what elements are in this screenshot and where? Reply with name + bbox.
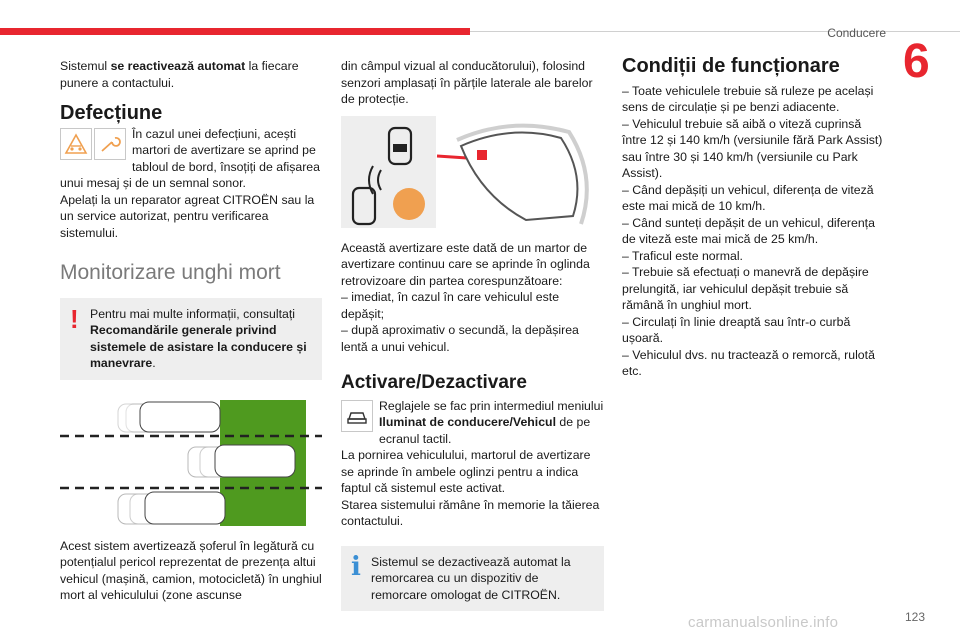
column-3 <box>622 55 884 380</box>
blind-spot-heading: Monitorizare unghi mort <box>60 261 281 284</box>
bullet-immediate: – imediat, în cazul în care vehiculul este depășit; <box>341 290 560 321</box>
defect-heading: Defecțiune <box>60 102 163 124</box>
defect-text: În cazul unei defecțiuni, acești martori de avertizare se aprind pe tabloul de bord, însoțiți de afișarea unui mesaj și de un semnal sonor. <box>60 126 320 190</box>
exclamation-icon: ! <box>70 303 79 334</box>
activation-text: Reglajele se fac prin intermediul meniului Iluminat de conducere/Vehicul de pe ecranul tactil. <box>379 398 604 446</box>
intro-paragraph: Sistemul se reactivează automat la fiecare punere a contactului. <box>60 59 299 90</box>
page-number: 123 <box>905 610 926 624</box>
defect-advice: Apelați la un reparator agreat CITROËN sau la un service autorizat, pentru verificarea sistemului. <box>60 192 315 240</box>
condition-item: – Traficul este normal. <box>622 248 743 263</box>
column-2 <box>341 58 604 625</box>
condition-item: – Când sunteți depășit de un vehicul, diferența de viteză este mai mică de 25 km/h. <box>622 215 875 246</box>
condition-item: – Vehiculul trebuie să aibă o viteză cuprinsă între 12 și 140 km/h (versiunile fără Park Assist) sau între 30 și 140 km/h (versiunile cu Park Assist). <box>622 116 883 180</box>
condition-item: – Vehiculul dvs. nu tractează o remorcă, rulotă etc. <box>622 347 875 378</box>
condition-item: – Circulați în linie dreaptă sau într-o curbă ușoară. <box>622 314 851 345</box>
wrench-icon <box>94 128 126 160</box>
info-icon: i <box>351 551 361 582</box>
warning-triangle-icon <box>60 128 92 160</box>
system-description: Acest sistem avertizează șoferul în legătură cu potențialul pericol reprezentat de prezența altui vehicul (mașină, camion, motocicletă) în unghiul mort al vehiculului (zone ascunse <box>60 538 322 602</box>
header-red-bar <box>0 28 470 35</box>
info-note: i Sistemul se dezactivează automat la remorcarea cu un dispozitiv de remorcare omologat de CITROËN. <box>341 546 604 612</box>
condition-item: – Când depășiți un vehicul, diferența de viteză este mai mică de 10 km/h. <box>622 182 874 213</box>
condition-item: – Trebuie să efectuați o manevră de depășire prelungită, iar vehiculul depășit trebuie să rămână în unghiul mort. <box>622 265 869 312</box>
header-rule <box>470 31 960 32</box>
blind-spot-lanes-illustration <box>60 394 322 530</box>
defect-icons <box>60 128 126 160</box>
bullet-delayed: – după aproximativ o secundă, la depășirea lentă a unui vehicul. <box>341 323 579 354</box>
continued-description: din câmpul vizual al conducătorului), folosind senzori amplasați în părțile laterale ale barelor de protecție. <box>341 59 593 106</box>
conditions-heading: Condiții de funcționare <box>622 55 840 77</box>
mirror-warning-text: Această avertizare este dată de un martor de avertizare continuu care se aprinde în oglinda retrovizoare din partea corespunzătoare: <box>341 240 590 288</box>
activation-memory-text: Starea sistemului rămâne în memorie la tăierea contactului. <box>341 497 600 528</box>
activation-block <box>341 398 604 448</box>
warning-note: ! Pentru mai multe informații, consultați Recomandările generale privind sistemele de asistare la conducere și manevrare. <box>60 298 322 380</box>
chapter-number: 6 <box>903 35 930 88</box>
activation-heading: Activare/Dezactivare <box>341 372 527 393</box>
section-title: Conducere <box>827 26 886 40</box>
activation-startup-text: La pornirea vehiculului, martorul de avertizare se aprinde în ambele oglinzi pentru a indica faptul că sistemul este activat. <box>341 448 591 495</box>
car-settings-icon <box>341 400 373 432</box>
column-1 <box>60 58 322 604</box>
mirror-warning-illustration <box>341 116 604 232</box>
watermark: carmanualsonline.info <box>688 614 839 631</box>
condition-item: – Toate vehiculele trebuie să ruleze pe același sens de circulație și pe benzi adiacente. <box>622 83 874 114</box>
activation-icons <box>341 400 373 432</box>
defect-block <box>60 126 322 192</box>
